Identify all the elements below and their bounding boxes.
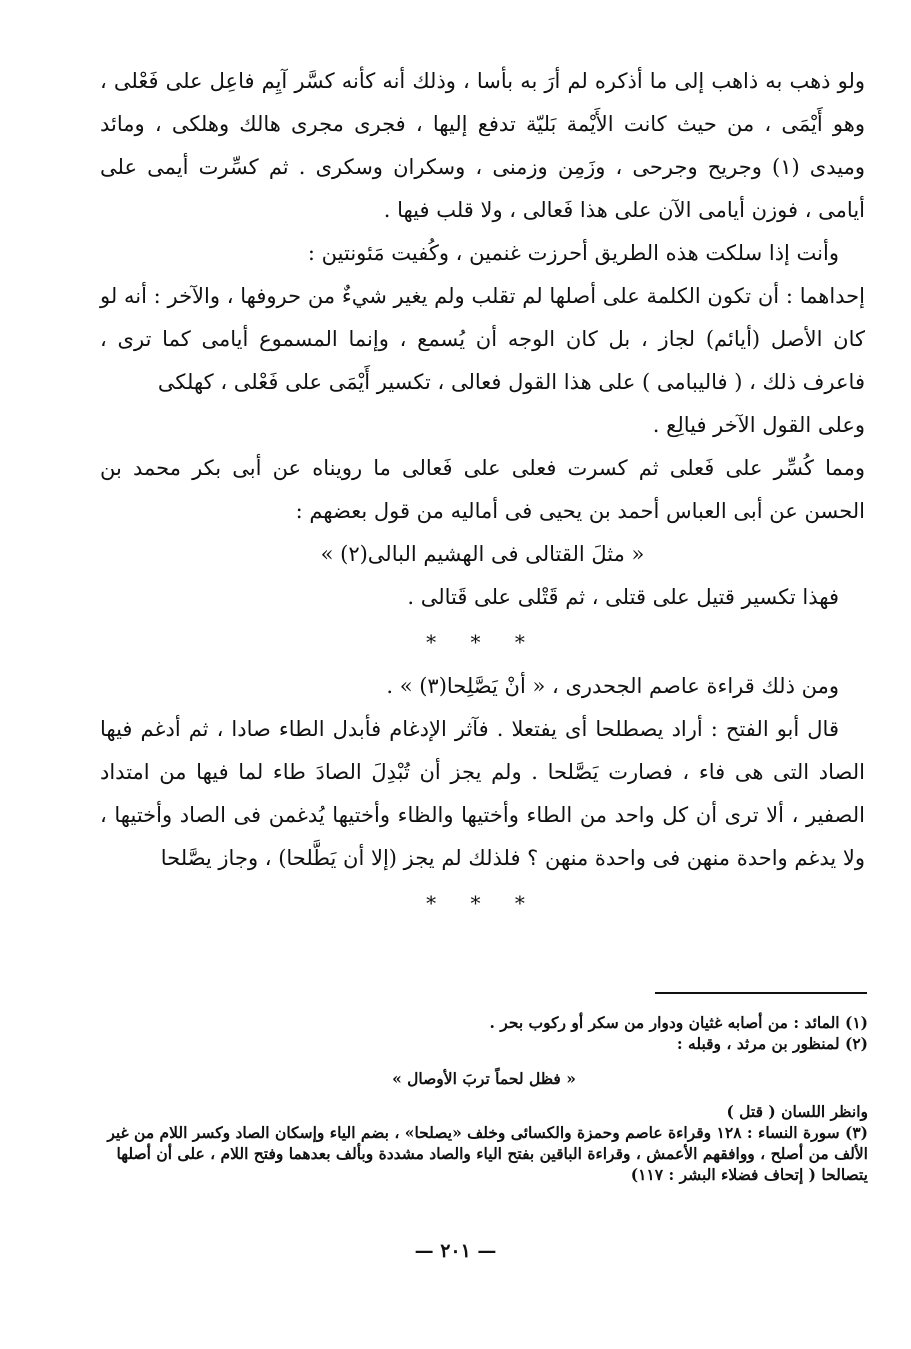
page-number: — ٢٠١ — xyxy=(414,1240,497,1262)
section-separator-2: * * * xyxy=(426,891,539,915)
footnote-2-reference: وانظر اللسان ( قتل ) xyxy=(726,1102,868,1121)
paragraph-first-gain: إحداهما : أن تكون الكلمة على أصلها لم تقلب ولم يغير شيءٌ من حروفها ، والآخر : أنه لو كان الأصل (أيائم) لجاز ، بل كان الوجه أن يُسمع ، وإنما المسموع أيامى كما ترى ، فاعرف ذلك ، ( فاليبامى ) على هذا القول فعالى ، تكسير أَيْمَى على فَعْلى ، كهلكى xyxy=(100,284,865,394)
main-text xyxy=(100,60,865,926)
section-separator: * * * xyxy=(426,630,539,654)
paragraph-qatala: ومما كُسِّر على فَعلى ثم كسرت فعلى على فَعالى ما رويناه عن أبى بكر محمد بن الحسن عن أبى العباس أحمد بن يحيى فى أماليه من قول بعضهم : xyxy=(100,456,865,523)
footnote-1: (١) المائد : من أصابه غثيان ودوار من سكر أو ركوب بحر . xyxy=(489,1013,868,1032)
paragraph-ayami: ولو ذهب به ذاهب إلى ما أذكره لم أرَ به بأسا ، وذلك أنه كأنه كسَّر آيِم فاعِل على فَعْلى ، وهو أَيْمَى ، من حيث كانت الأَيْمة بَليّة تدفع إليها ، فجرى مجرى هالك وهلكى ، ومائد وميدى (١) وجريح وجرحى ، وزَمِن وزمنى ، وسكران وسكرى . ثم كسِّرت أيمى على أيامى ، فوزن أيامى الآن على هذا فَعالى ، ولا قلب فيها . xyxy=(100,69,865,222)
poem-verse: « مثلَ القتالى فى الهشيم البالى(٢) » xyxy=(320,542,645,566)
paragraph-abu-alfath: قال أبو الفتح : أراد يصطلحا أى يفتعلا . فآثر الإدغام فأبدل الطاء صادا ، ثم أدغم فيها الصاد التى هى فاء ، فصارت يَصَّلحا . ولم يجز أن تُبْدِلَ الصادَ طاء لما فيها من امتداد الصفير ، ألا ترى أن كل واحد من الطاء وأختيها والظاء وأختيها يُدغمن فى الصاد وأختيها ، ولا يدغم واحدة منهن فى واحدة منهن ؟ فلذلك لم يجز (إلا أن يَطَّلحا) ، وجاز يصَّلحا xyxy=(100,717,865,870)
footnote-2-verse: « فظل لحماً تربَ الأوصال » xyxy=(392,1069,576,1088)
footnote-2: (٢) لمنظور بن مرثد ، وقبله : xyxy=(676,1034,868,1053)
paragraph-qatil: فهذا تكسير قتيل على قتلى ، ثم قَتْلى على قَتالى . xyxy=(407,585,839,609)
footnotes xyxy=(100,1012,868,1185)
paragraph-qiraa: ومن ذلك قراءة عاصم الجحدرى ، « أنْ يَصَّلِحا(٣) » . xyxy=(386,674,839,698)
paragraph-two-gains: وأنت إذا سلكت هذه الطريق أحرزت غنمين ، وكُفيت مَئونتين : xyxy=(307,241,839,265)
footnote-3: (٣) سورة النساء : ١٢٨ وقراءة عاصم وحمزة والكسائى وخلف «يصلحا» ، بضم الياء وإسكان الصاد وكسر اللام من غير الألف من أصلح ، ووافقهم الأعمش ، وقراءة الباقين بفتح الياء والصاد مشددة وبألف بعدهما وفتح اللام ، على أن أصلها يتصالحا ( إتحاف فضلاء البشر : ١١٧) xyxy=(107,1123,868,1184)
footnote-divider xyxy=(655,992,867,994)
paragraph-other-view: وعلى القول الآخر فيالِع . xyxy=(652,413,865,437)
